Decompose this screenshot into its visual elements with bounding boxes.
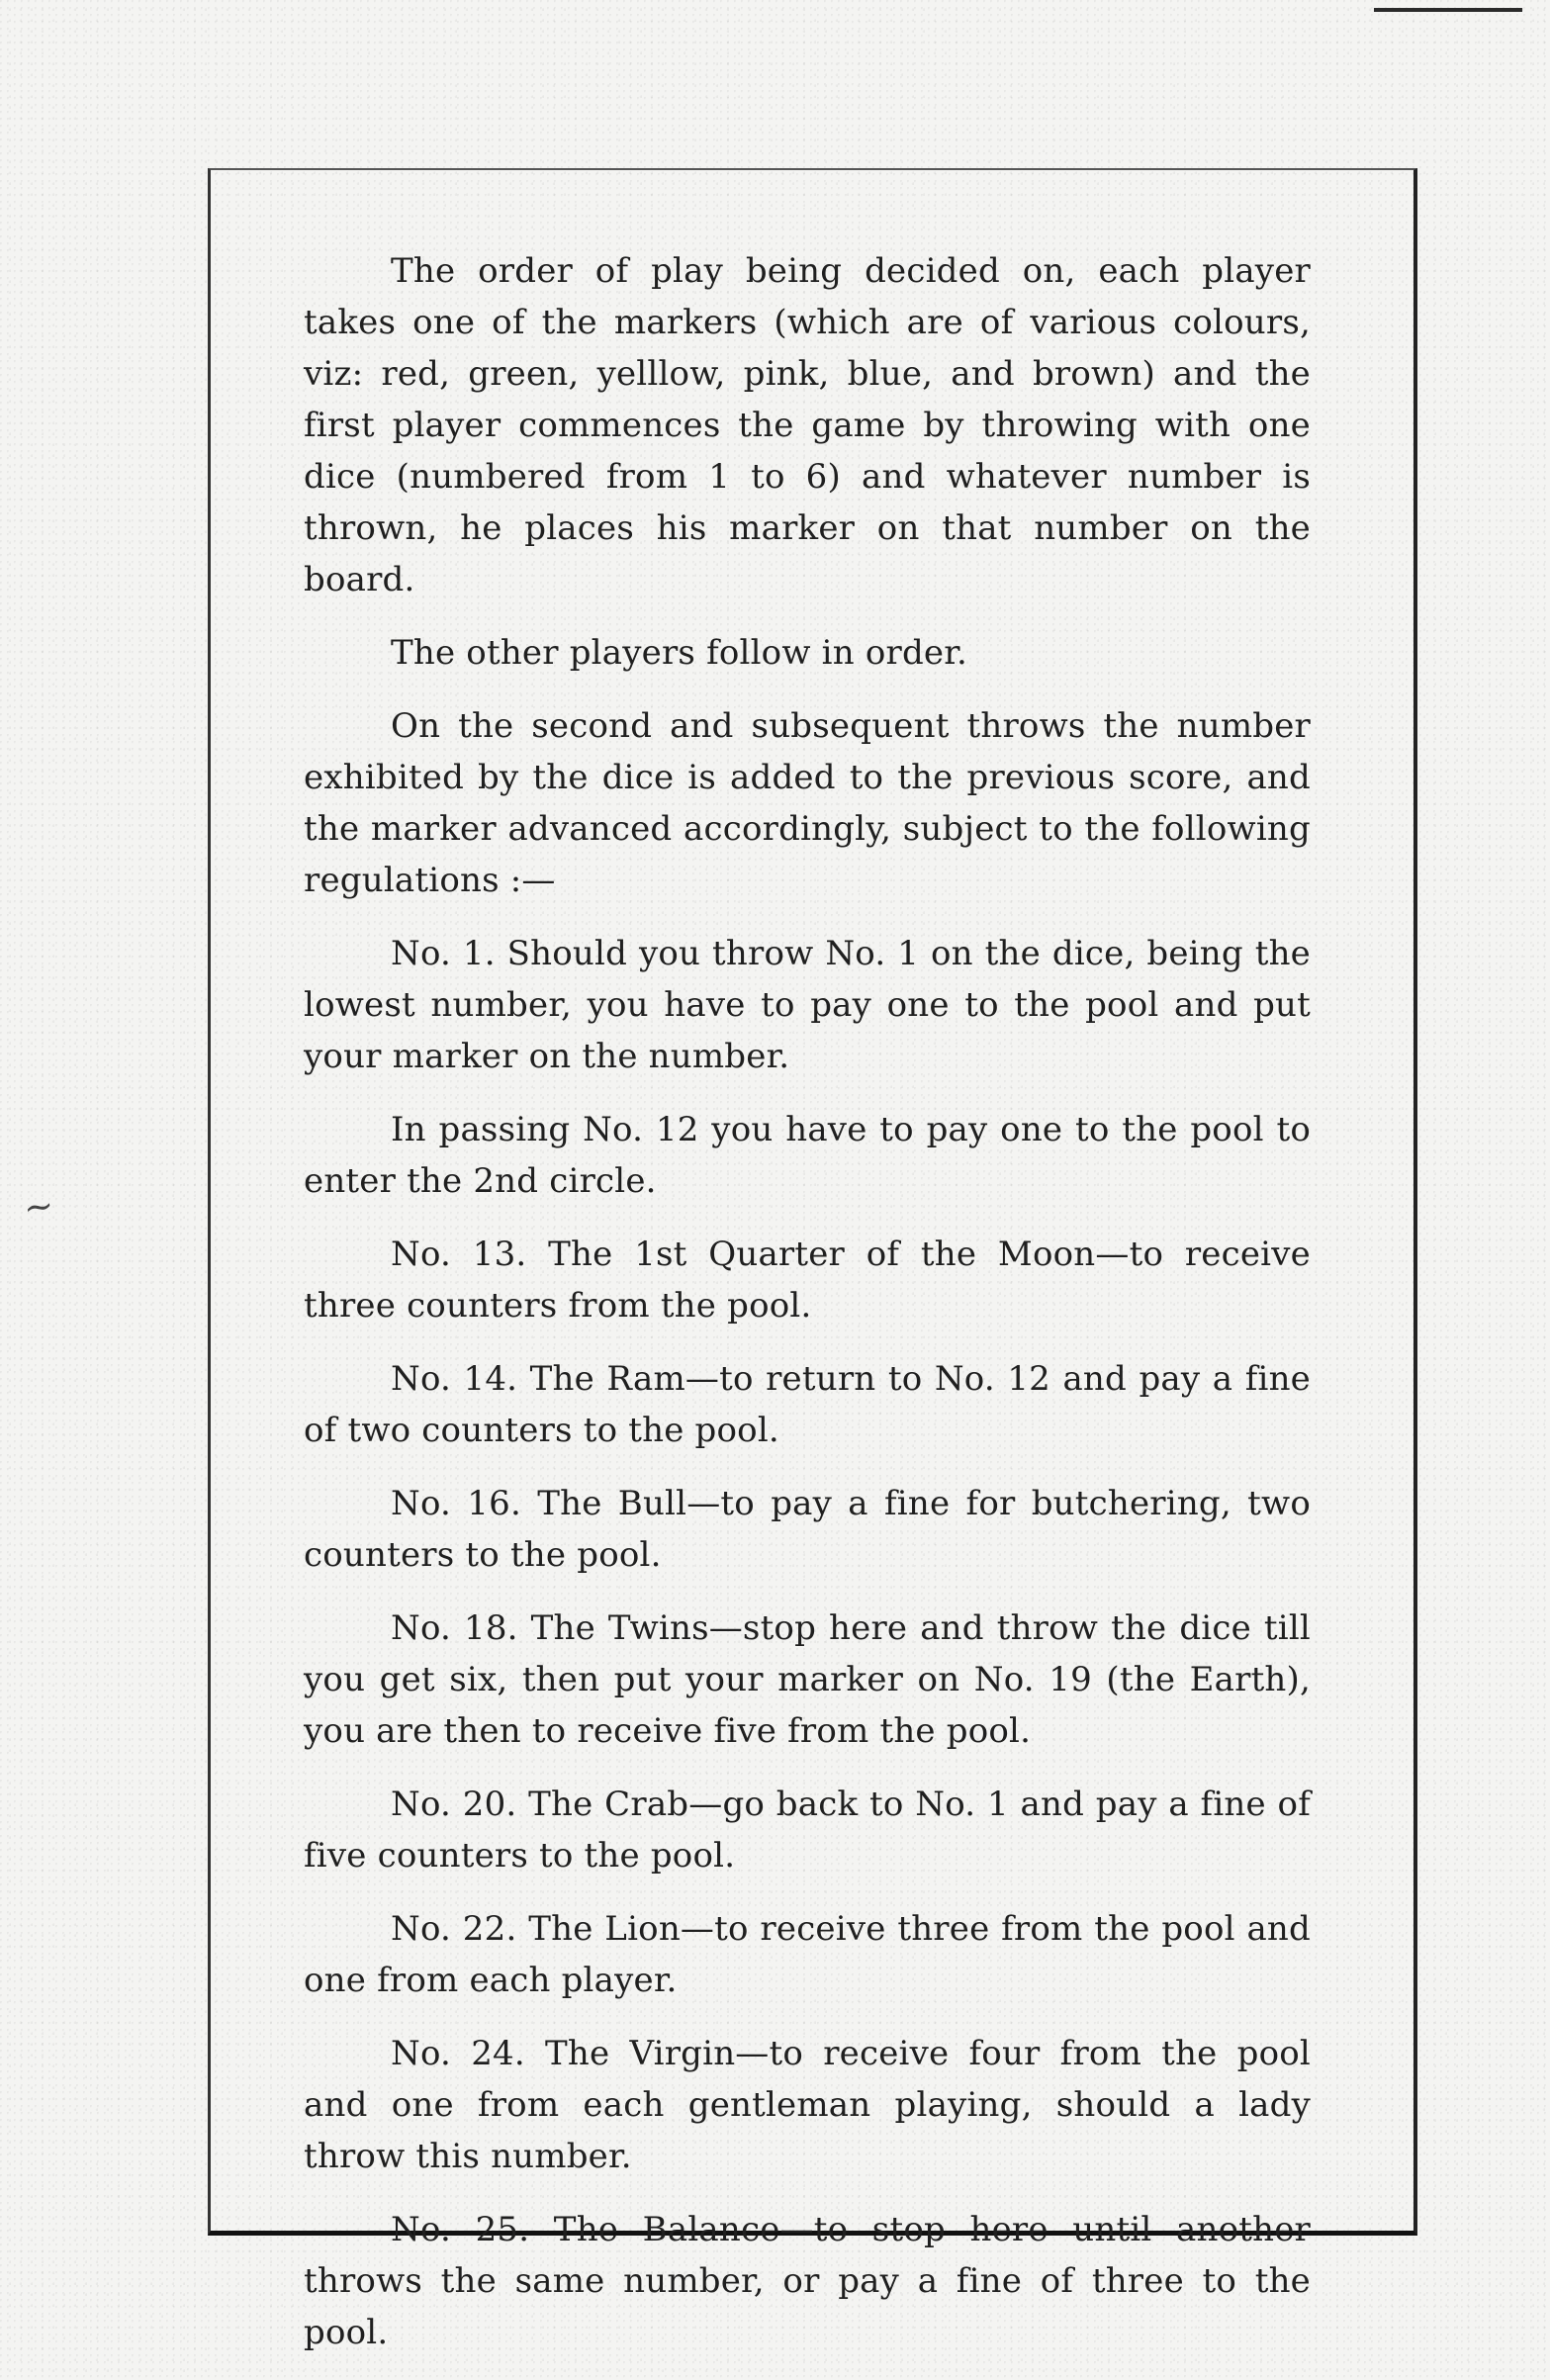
paragraph: No. 22. The Lion—to receive three from the pool and one from each player. bbox=[304, 1909, 1311, 2000]
paragraph: In passing No. 12 you have to pay one to the pool to enter the 2nd circle. bbox=[304, 1110, 1311, 1201]
paragraph: No. 25. The Balance—to stop here until another throws the same number, or pay a fine of three to the pool. bbox=[304, 2210, 1311, 2352]
paragraph: No. 1. Should you throw No. 1 on the dice, being the lowest number, you have to pay one to the pool and put your marker on the number. bbox=[304, 934, 1311, 1076]
paragraph: No. 13. The 1st Quarter of the Moon—to receive three counters from the pool. bbox=[304, 1235, 1311, 1326]
paragraph: No. 16. The Bull—to pay a fine for butchering, two counters to the pool. bbox=[304, 1484, 1311, 1575]
paragraph: No. 14. The Ram—to return to No. 12 and pay a fine of two counters to the pool. bbox=[304, 1359, 1311, 1450]
paragraph: No. 18. The Twins—stop here and throw the dice till you get six, then put your marker on No. 19 (the Earth), you are then to receive five from the pool. bbox=[304, 1608, 1311, 1751]
margin-mark: ~ bbox=[21, 1185, 56, 1230]
rules-text bbox=[304, 245, 1311, 2380]
paragraph: On the second and subsequent throws the number exhibited by the dice is added to the previous score, and the marker advanced accordingly, subject to the following regulations :— bbox=[304, 706, 1311, 900]
paragraph: The order of play being decided on, each player takes one of the markers (which are of various colours, viz: red, green, yelllow, pink, blue, and brown) and the first player commences the game by throwing with one dice (numbered from 1 to 6) and whatever number is thrown, he places his marker on that number on the board. bbox=[304, 251, 1311, 599]
paragraph: No. 24. The Virgin—to receive four from the pool and one from each gentleman playing, should a lady throw this number. bbox=[304, 2034, 1311, 2176]
top-rule bbox=[1374, 8, 1522, 12]
paragraph: No. 20. The Crab—go back to No. 1 and pay a fine of five counters to the pool. bbox=[304, 1785, 1311, 1876]
paragraph: The other players follow in order. bbox=[391, 633, 967, 673]
